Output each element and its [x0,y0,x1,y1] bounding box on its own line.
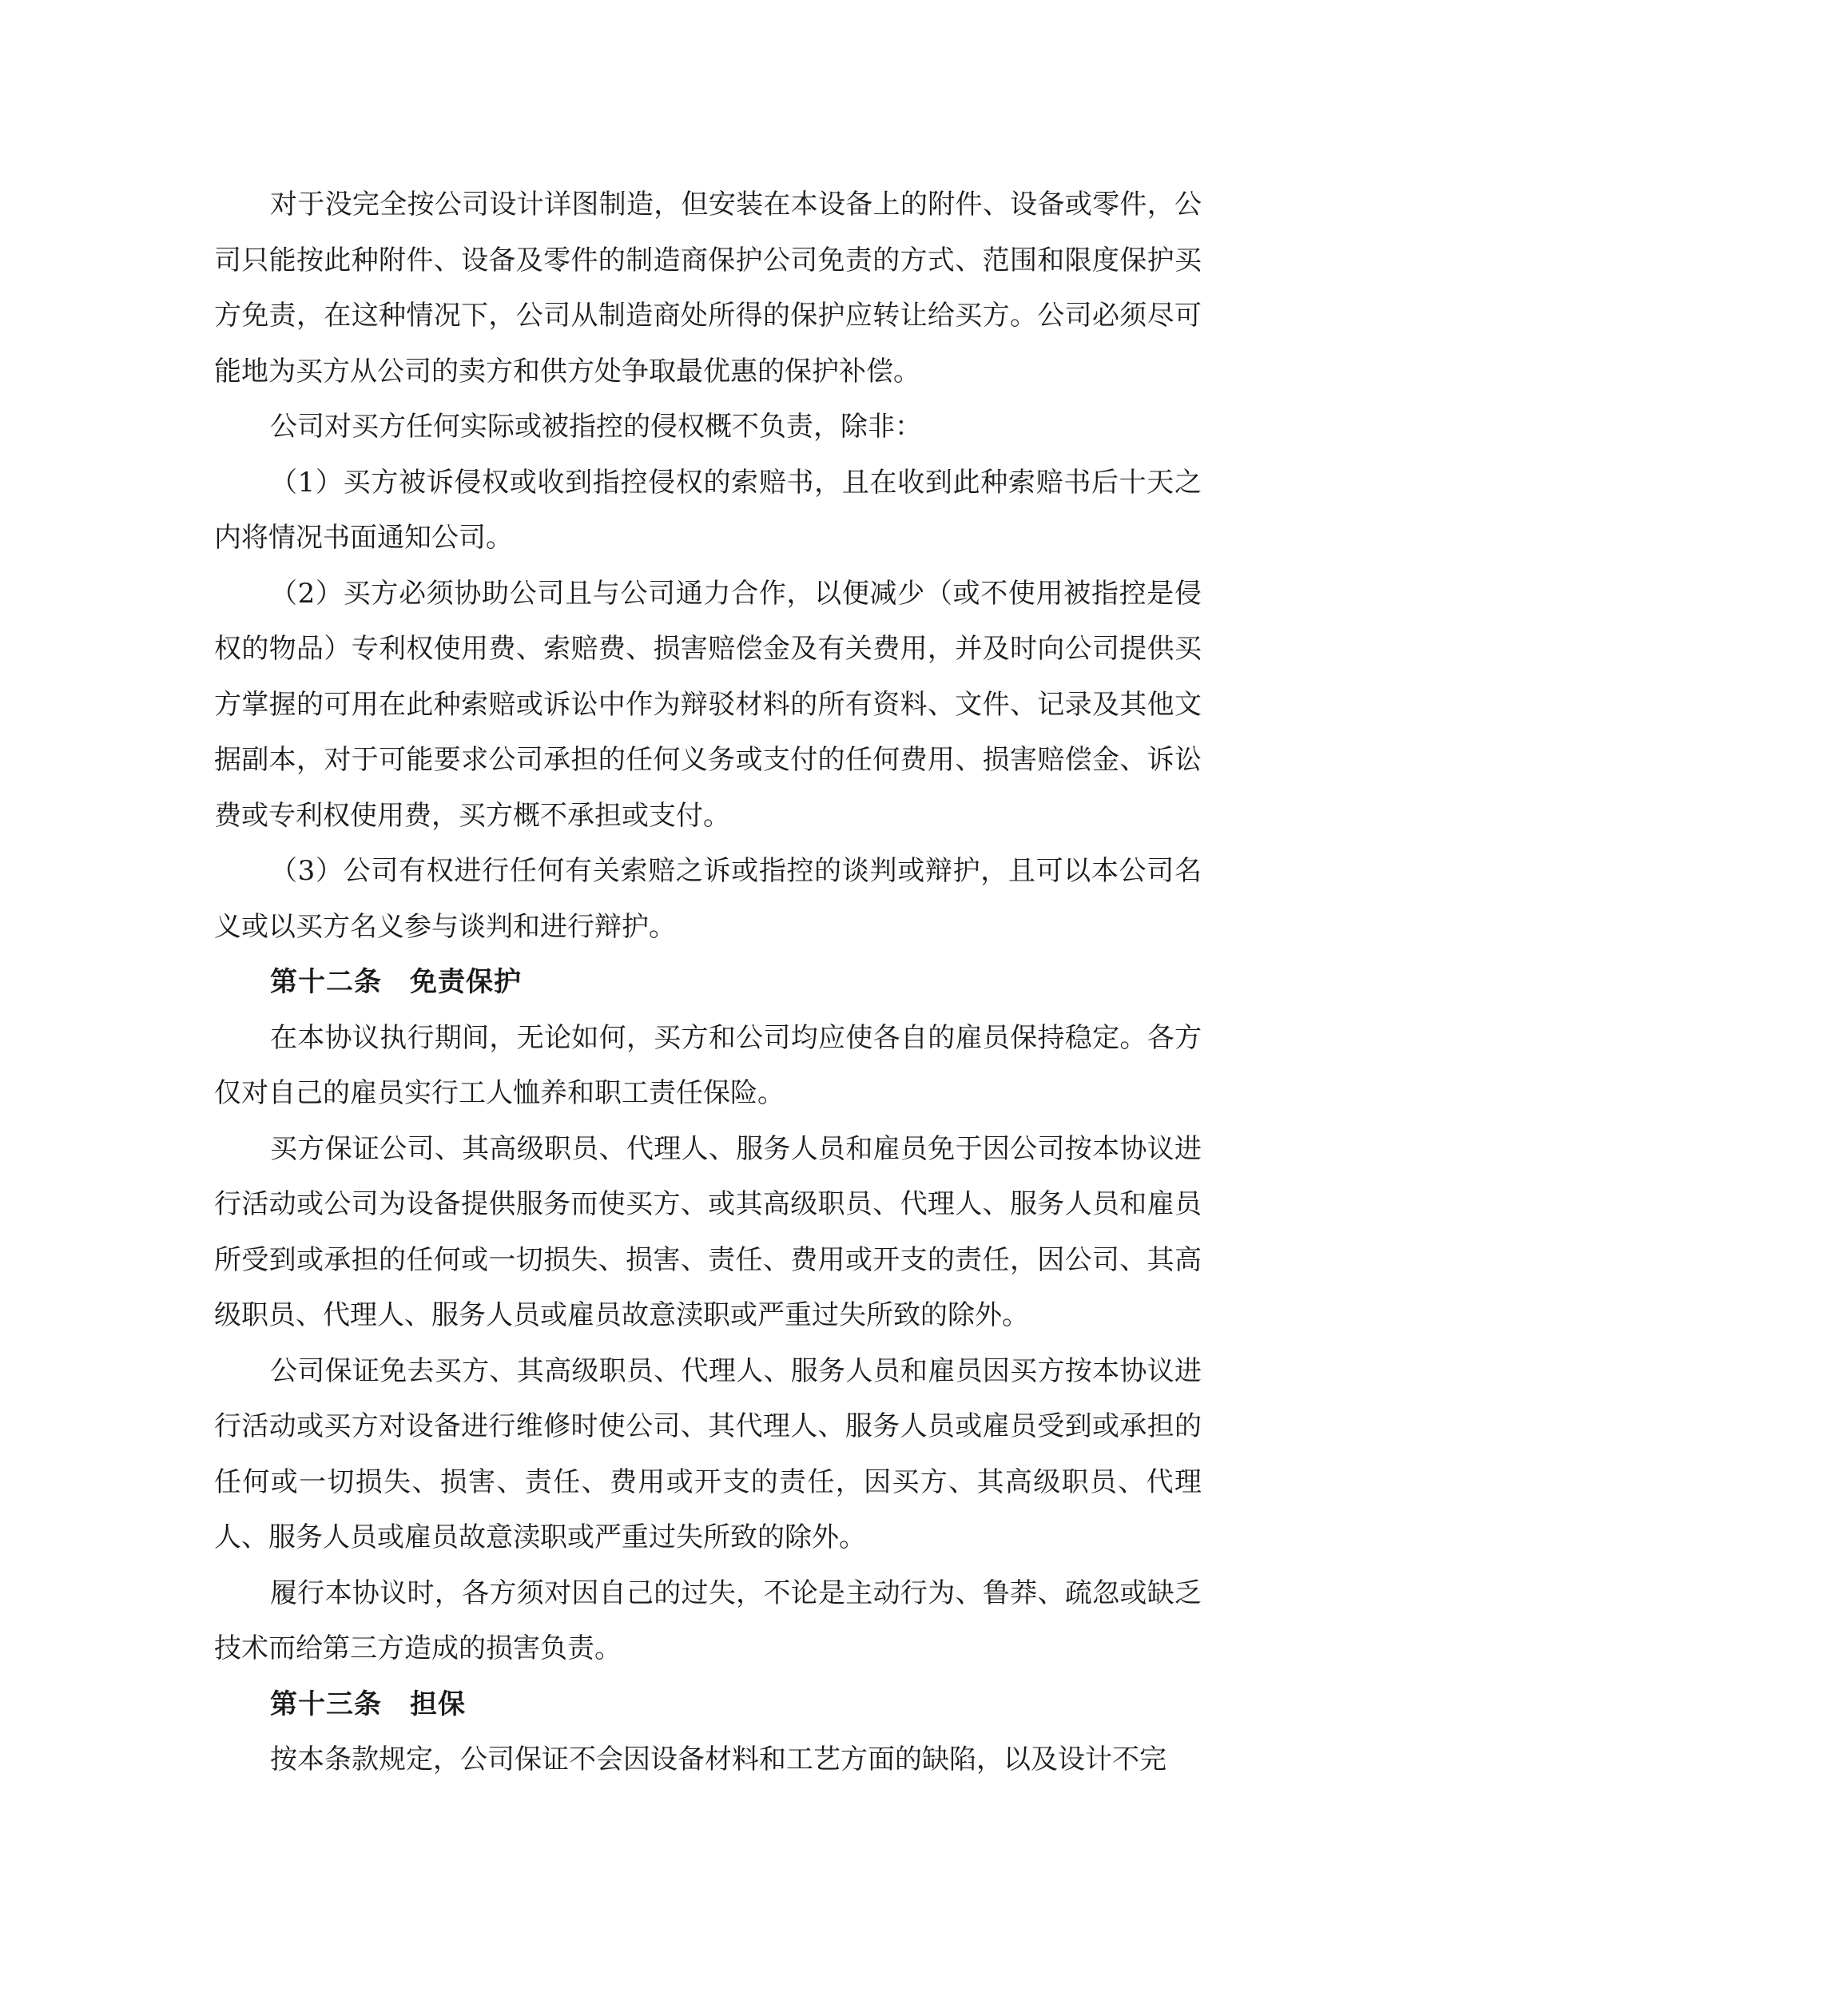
paragraph-employee-stability: 在本协议执行期间，无论如何，买方和公司均应使各自的雇员保持稳定。各方仅对自己的雇员实行工人恤养和职工责任保险。 [214,1021,1202,1109]
section-heading-article-12: 第十二条 免责保护 [270,966,522,998]
paragraph-infringement-liability: 公司对买方任何实际或被指控的侵权概不负责，除非： [270,411,922,443]
paragraph-warranty: 按本条款规定，公司保证不会因设备材料和工艺方面的缺陷，以及设计不完 [270,1744,1166,1775]
paragraph-condition-1: （1）买方被诉侵权或收到指控侵权的索赔书，且在收到此种索赔书后十天之内将情况书面通知公司。 [214,466,1202,554]
paragraph-condition-3: （3）公司有权进行任何有关索赔之诉或指控的谈判或辩护，且可以本公司名义或以买方名义参与谈判和进行辩护。 [214,855,1202,943]
section-heading-article-13: 第十三条 担保 [270,1688,466,1720]
document-page [214,177,1202,1788]
paragraph-buyer-indemnity: 买方保证公司、其高级职员、代理人、服务人员和雇员免于因公司按本协议进行活动或公司为设备提供服务而使买方、或其高级职员、代理人、服务人员和雇员所受到或承担的任何或一切损失、损害、责任、费用或开支的责任，因公司、其高级职员、代理人、服务人员或雇员故意渎职或严重过失所致的除外。 [214,1132,1202,1331]
paragraph-third-party-damage: 履行本协议时，各方须对因自己的过失，不论是主动行为、鲁莽、疏忽或缺乏技术而给第三方造成的损害负责。 [214,1577,1202,1664]
paragraph-company-indemnity: 公司保证免去买方、其高级职员、代理人、服务人员和雇员因买方按本协议进行活动或买方对设备进行维修时使公司、其代理人、服务人员或雇员受到或承担的任何或一切损失、损害、责任、费用或开支的责任，因买方、其高级职员、代理人、服务人员或雇员故意渎职或严重过失所致的除外。 [214,1354,1202,1553]
paragraph-condition-2: （2）买方必须协助公司且与公司通力合作，以便减少（或不使用被指控是侵权的物品）专利权使用费、索赔费、损害赔偿金及有关费用，并及时向公司提供买方掌握的可用在此种索赔或诉讼中作为辩驳材料的所有资料、文件、记录及其他文据副本，对于可能要求公司承担的任何义务或支付的任何费用、损害赔偿金、诉讼费或专利权使用费，买方概不承担或支付。 [214,577,1202,832]
paragraph-component-protection: 对于没完全按公司设计详图制造，但安装在本设备上的附件、设备或零件，公司只能按此种附件、设备及零件的制造商保护公司免责的方式、范围和限度保护买方免责，在这种情况下，公司从制造商处所得的保护应转让给买方。公司必须尽可能地为买方从公司的卖方和供方处争取最优惠的保护补偿。 [214,189,1202,388]
